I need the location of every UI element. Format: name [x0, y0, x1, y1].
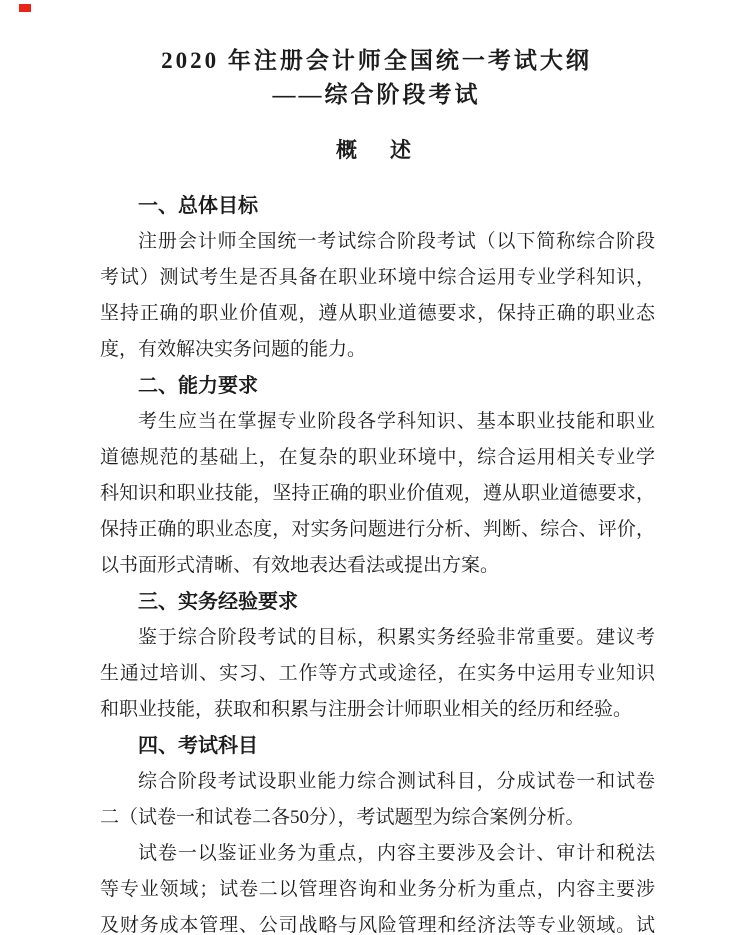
paragraph-line: 保持正确的职业态度，对实务问题进行分析、判断、综合、评价， [100, 519, 655, 540]
page-title-line-2: ——综合阶段考试 [272, 82, 481, 107]
section-2-heading: 二、能力要求 [138, 375, 258, 397]
paragraph-line: 考生应当在掌握专业阶段各学科知识、基本职业技能和职业 [138, 411, 655, 432]
paragraph-line: 二（试卷一和试卷二各50分），考试题型为综合案例分析。 [100, 807, 585, 828]
paragraph-line: 注册会计师全国统一考试综合阶段考试（以下简称综合阶段 [138, 231, 655, 252]
page-title-line-1: 2020 年注册会计师全国统一考试大纲 [161, 48, 592, 73]
paragraph-line: 度，有效解决实务问题的能力。 [100, 339, 367, 360]
paragraph-line: 考试）测试考生是否具备在职业环境中综合运用专业学科知识， [100, 267, 655, 288]
paragraph-line: 及财务成本管理、公司战略与风险管理和经济法等专业领域。试 [100, 915, 655, 935]
document-body [100, 188, 655, 935]
section-3-heading: 三、实务经验要求 [138, 591, 298, 613]
paragraph-line: 试卷一以鉴证业务为重点，内容主要涉及会计、审计和税法 [138, 843, 655, 864]
red-corner-mark [19, 4, 31, 12]
paragraph-line: 科知识和职业技能，坚持正确的职业价值观，遵从职业道德要求， [100, 483, 655, 504]
section-1-heading: 一、总体目标 [138, 195, 258, 217]
section-4-heading: 四、考试科目 [138, 735, 258, 757]
paragraph-line: 以书面形式清晰、有效地表达看法或提出方案。 [100, 555, 500, 576]
overview-heading: 概 述 [336, 139, 417, 162]
paragraph-line: 和职业技能，获取和积累与注册会计师职业相关的经历和经验。 [100, 699, 633, 720]
paragraph-line: 坚持正确的职业价值观，遵从职业道德要求，保持正确的职业态 [100, 303, 655, 324]
document-header [0, 44, 753, 166]
paragraph-line: 等专业领域；试卷二以管理咨询和业务分析为重点，内容主要涉 [100, 879, 655, 900]
paragraph-line: 综合阶段考试设职业能力综合测试科目，分成试卷一和试卷 [138, 771, 655, 792]
paragraph-line: 鉴于综合阶段考试的目标，积累实务经验非常重要。建议考 [138, 627, 655, 648]
paragraph-line: 生通过培训、实习、工作等方式或途径，在实务中运用专业知识 [100, 663, 655, 684]
paragraph-line: 道德规范的基础上，在复杂的职业环境中，综合运用相关专业学 [100, 447, 655, 468]
